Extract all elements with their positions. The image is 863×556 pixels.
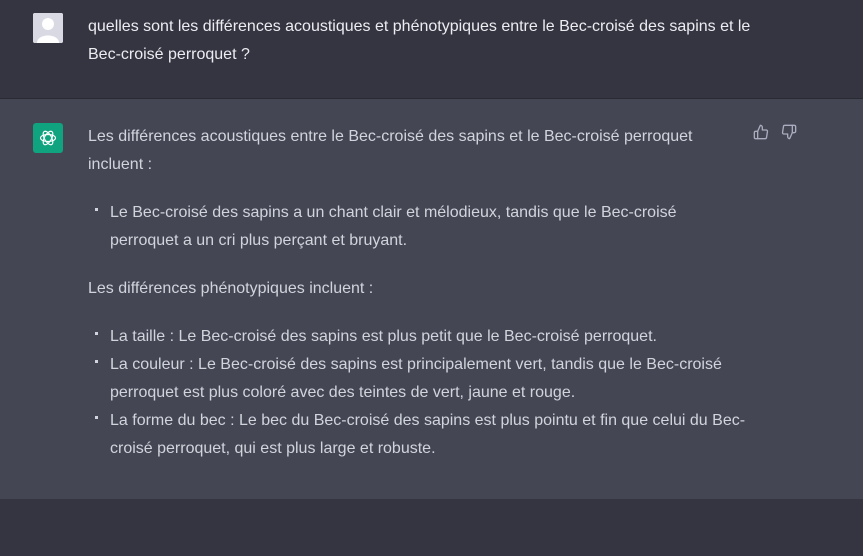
acoustic-intro: Les différences acoustiques entre le Bec-croisé des sapins et le Bec-croisé perroquet incluent : (88, 128, 693, 173)
thumbs-down-icon[interactable] (780, 123, 798, 141)
acoustic-list (88, 199, 748, 255)
phenotypic-intro: Les différences phénotypiques incluent : (88, 280, 374, 297)
list-item: La taille : Le Bec-croisé des sapins est plus petit que le Bec-croisé perroquet. (110, 323, 748, 351)
phenotypic-list (88, 323, 748, 463)
conversation-footer (0, 499, 863, 556)
thumbs-up-icon[interactable] (752, 123, 770, 141)
user-message-text: quelles sont les différences acoustiques et phénotypiques entre le Bec-croisé des sapins et le Bec-croisé perroquet ? (88, 18, 751, 63)
list-item: Le Bec-croisé des sapins a un chant clair et mélodieux, tandis que le Bec-croisé perroquet a un cri plus perçant et bruyant. (110, 199, 748, 255)
user-message-row (0, 0, 863, 98)
user-avatar-icon (33, 13, 63, 43)
list-item: La forme du bec : Le bec du Bec-croisé des sapins est plus pointu et fin que celui du Bec-croisé perroquet, qui est plus large et robuste. (110, 407, 748, 463)
assistant-answer (88, 123, 748, 483)
feedback-buttons (752, 123, 798, 141)
assistant-message-row (0, 99, 863, 499)
openai-logo-icon (33, 123, 63, 153)
list-item: La couleur : Le Bec-croisé des sapins est principalement vert, tandis que le Bec-croisé perroquet est plus coloré avec des teintes de vert, jaune et rouge. (110, 351, 748, 407)
